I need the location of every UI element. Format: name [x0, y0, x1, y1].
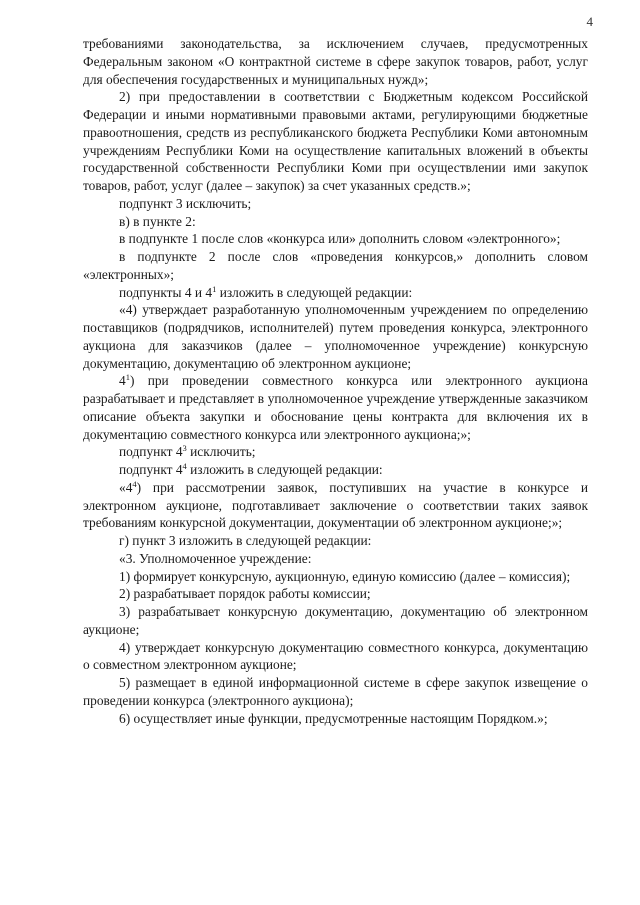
superscript: 4: [132, 478, 137, 489]
superscript: 3: [182, 443, 187, 454]
text-run: ) при проведении совместного конкурса или электронного аукциона разрабатывает и представляет в уполномоченное учреждение утвержденные заказчиком описание объекта закупки и обоснование цены контракта для включения их в документацию совместного конкурса или электронного аукциона;»;: [83, 373, 588, 442]
paragraph: [83, 461, 588, 479]
paragraph: [83, 195, 588, 213]
text-run: 3) разрабатывает конкурсную документацию, документацию об электронном аукционе;: [83, 604, 588, 637]
paragraph: [83, 213, 588, 231]
text-run: подпункт 4: [119, 444, 183, 460]
text-run: подпункт 3 исключить;: [119, 195, 252, 211]
document-body: [83, 35, 588, 727]
text-run: изложить в следующей редакции:: [216, 284, 413, 300]
paragraph: [83, 674, 588, 710]
superscript: 1: [125, 372, 130, 383]
paragraph: [83, 479, 588, 532]
paragraph: [83, 710, 588, 728]
paragraph: [83, 248, 588, 284]
paragraph: [83, 88, 588, 195]
paragraph: [83, 301, 588, 372]
text-run: подпункт 4: [119, 462, 183, 477]
text-run: в подпункте 1 после слов «конкурса или» дополнить словом «электронного»;: [119, 231, 561, 247]
text-run: «3. Уполномоченное учреждение:: [119, 550, 312, 566]
text-run: изложить в следующей редакции:: [186, 462, 383, 477]
text-run: в подпункте 2 после слов «проведения конкурсов,» дополнить словом «электронных»;: [83, 249, 588, 282]
text-run: г) пункт 3 изложить в следующей редакции:: [119, 533, 372, 548]
paragraph: [83, 639, 588, 675]
text-run: ) при рассмотрении заявок, поступивших на участие в конкурсе и электронном аукционе, подготавливает заключение о соответствии таких заявок требованиям конкурсной документации, документации об электронном аукционе;»;: [83, 479, 588, 531]
text-run: 6) осуществляет иные функции, предусмотренные настоящим Порядком.»;: [119, 710, 548, 726]
text-run: 2) разрабатывает порядок работы комиссии;: [119, 586, 371, 602]
paragraph: [83, 284, 588, 302]
text-run: в) в пункте 2:: [119, 213, 196, 229]
text-run: 2) при предоставлении в соответствии с Бюджетным кодексом Российской Федерации и иными нормативными правовыми актами, регулирующими бюджетные правоотношения, средств из республиканского бюджета Республики Коми автономным учреждениям Республики Коми на осуществление капитальных вложений в объекты государственной собственности Республики Коми при осуществлении ими закупок товаров, работ, услуг (далее – закупок) за счет указанных средств.»;: [83, 89, 588, 193]
paragraph: [83, 35, 588, 88]
paragraph: [83, 603, 588, 639]
text-run: требованиями законодательства, за исключением случаев, предусмотренных Федеральным законом «О контрактной системе в сфере закупок товаров, работ, услуг для обеспечения государственных и муниципальных нужд»;: [83, 36, 588, 87]
paragraph: [83, 568, 588, 586]
paragraph: [83, 230, 588, 248]
text-run: подпункты 4 и 4: [119, 284, 213, 300]
superscript: 1: [212, 283, 217, 294]
paragraph: [83, 372, 588, 443]
text-run: исключить;: [186, 444, 256, 460]
paragraph: [83, 443, 588, 461]
text-run: 5) размещает в единой информационной системе в сфере закупок извещение о проведении конкурса (электронного аукциона);: [83, 675, 588, 708]
text-run: 4: [119, 373, 126, 389]
page-number: 4: [586, 14, 593, 29]
paragraph: [83, 585, 588, 603]
text-run: «4) утверждает разработанную уполномоченным учреждением по определению поставщиков (подрядчиков, исполнителей) путем проведения конкурса, электронного аукциона для заказчиков (далее – уполномоченное учреждение) конкурсную документацию, документацию об электронном аукционе;: [83, 302, 588, 371]
superscript: 4: [182, 461, 187, 471]
text-run: 1) формирует конкурсную, аукционную, единую комиссию (далее – комиссия);: [119, 568, 571, 584]
text-run: 4) утверждает конкурсную документацию совместного конкурса, документацию о совместном электронном аукционе;: [83, 639, 588, 673]
paragraph: [83, 550, 588, 568]
paragraph: [83, 532, 588, 550]
text-run: «4: [119, 479, 133, 495]
